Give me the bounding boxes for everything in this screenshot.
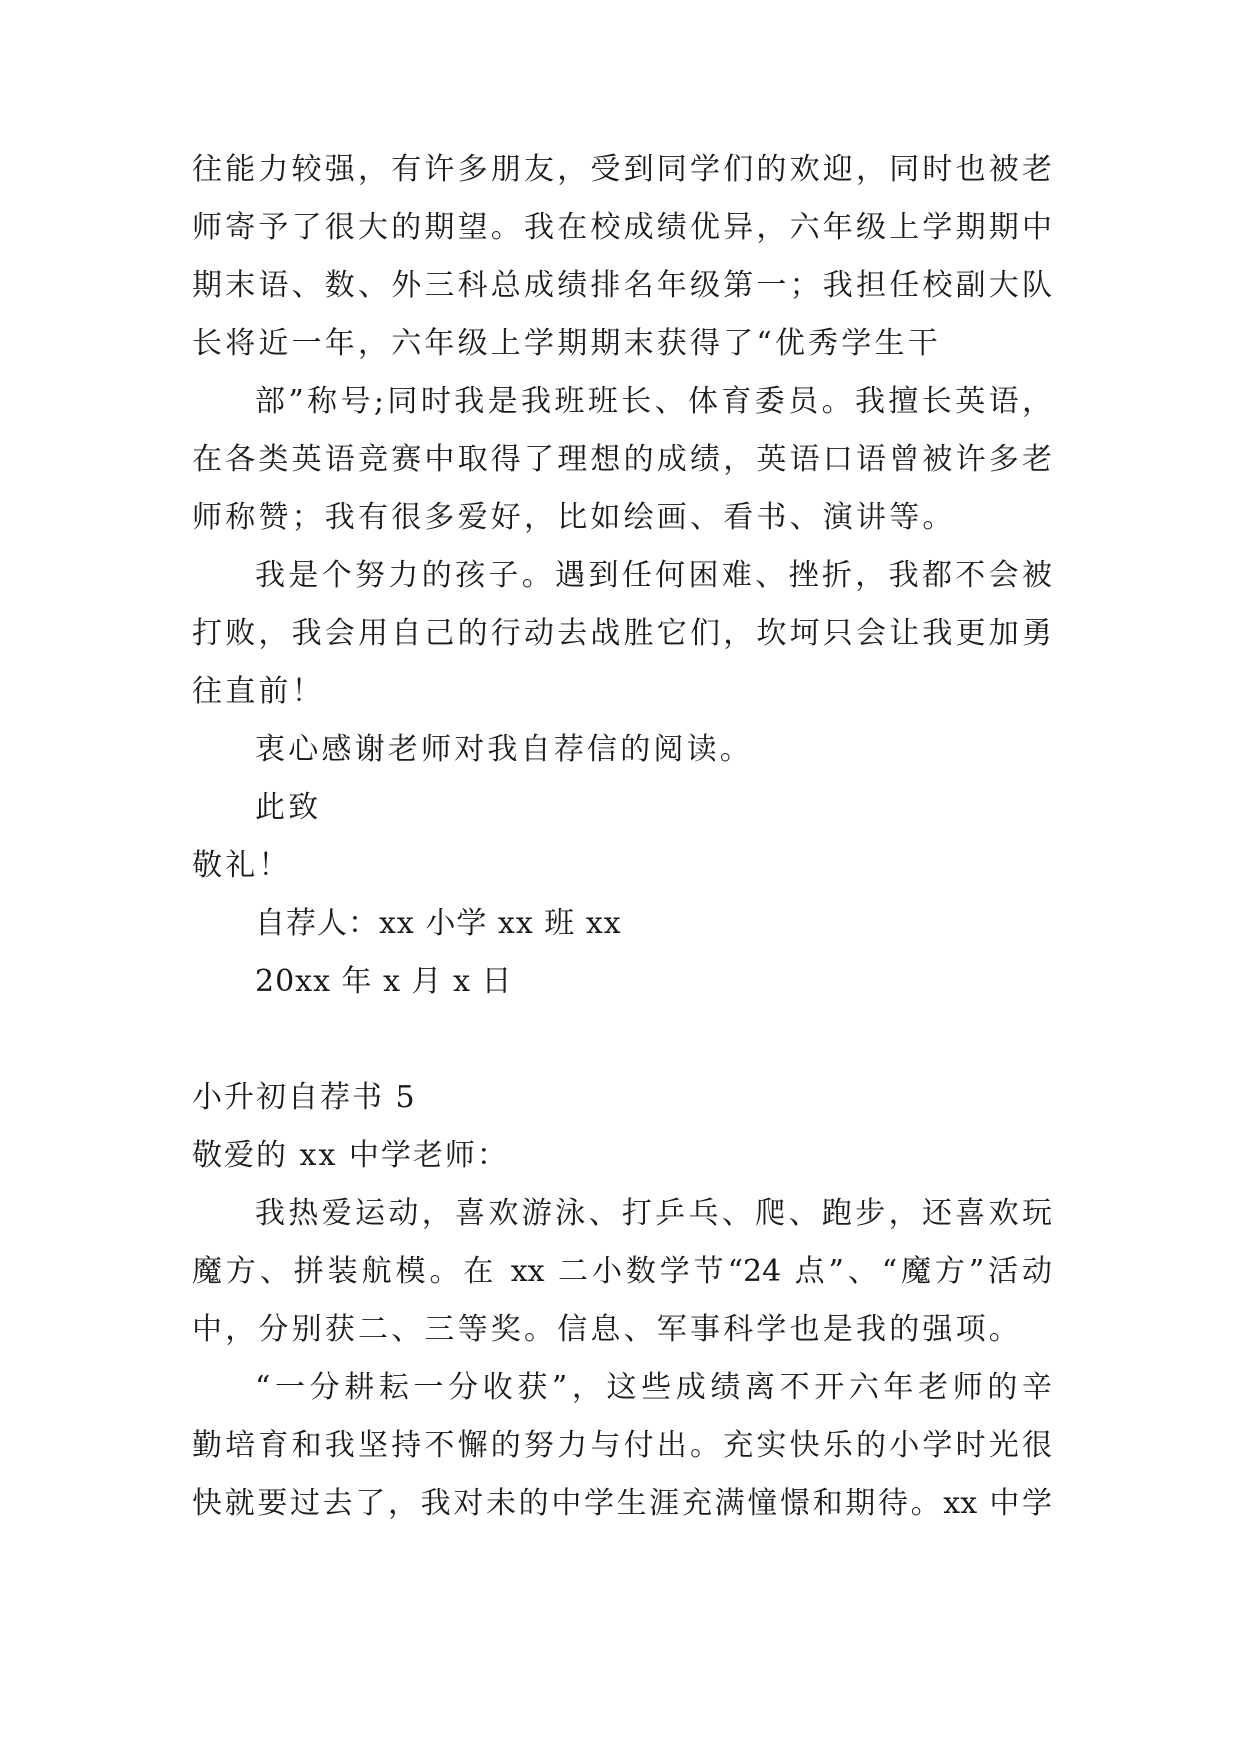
paragraph-line: 我热爱运动，喜欢游泳、打乒乓、爬、跑步，还喜欢玩 xyxy=(255,1196,1052,1231)
closing-phrase: 此致 xyxy=(255,790,322,825)
paragraph-line: 期末语、数、外三科总成绩排名年级第一；我担任校副大队 xyxy=(192,268,1052,303)
greeting-line: 敬爱的 xx 中学老师： xyxy=(192,1138,509,1173)
paragraph-line: 打败，我会用自己的行动去战胜它们，坎坷只会让我更加勇 xyxy=(192,616,1052,651)
paragraph-line: 师称赞；我有很多爱好，比如绘画、看书、演讲等。 xyxy=(192,500,956,535)
paragraph-line: 部”称号;同时我是我班班长、体育委员。我擅长英语， xyxy=(255,384,1052,419)
paragraph-line: 我是个努力的孩子。遇到任何困难、挫折，我都不会被 xyxy=(255,558,1052,593)
paragraph-line: 中，分别获二、三等奖。信息、军事科学也是我的强项。 xyxy=(192,1312,1022,1347)
salutation-closing: 敬礼！ xyxy=(192,848,292,883)
paragraph-line: 快就要过去了，我对未的中学生涯充满憧憬和期待。xx 中学 xyxy=(192,1486,1052,1521)
paragraph-line: 往直前！ xyxy=(192,674,325,709)
date-line: 20xx 年 x 月 x 日 xyxy=(255,964,513,999)
paragraph-line: 长将近一年，六年级上学期期末获得了“优秀学生干 xyxy=(192,326,941,361)
paragraph-line: 衷心感谢老师对我自荐信的阅读。 xyxy=(255,732,753,767)
paragraph-line: 在各类英语竞赛中取得了理想的成绩，英语口语曾被许多老 xyxy=(192,442,1052,477)
paragraph-line: 勤培育和我坚持不懈的努力与付出。充实快乐的小学时光很 xyxy=(192,1428,1052,1463)
paragraph-line: 师寄予了很大的期望。我在校成绩优异，六年级上学期期中 xyxy=(192,210,1052,245)
paragraph-line: 往能力较强，有许多朋友，受到同学们的欢迎，同时也被老 xyxy=(192,152,1052,187)
section-title: 小升初自荐书 5 xyxy=(192,1080,417,1115)
signature-line: 自荐人：xx 小学 xx 班 xx xyxy=(255,906,622,941)
paragraph-line: 魔方、拼装航模。在 xx 二小数学节“24 点”、“魔方”活动 xyxy=(192,1254,1052,1289)
paragraph-line: “一分耕耘一分收获”，这些成绩离不开六年老师的辛 xyxy=(255,1370,1052,1405)
